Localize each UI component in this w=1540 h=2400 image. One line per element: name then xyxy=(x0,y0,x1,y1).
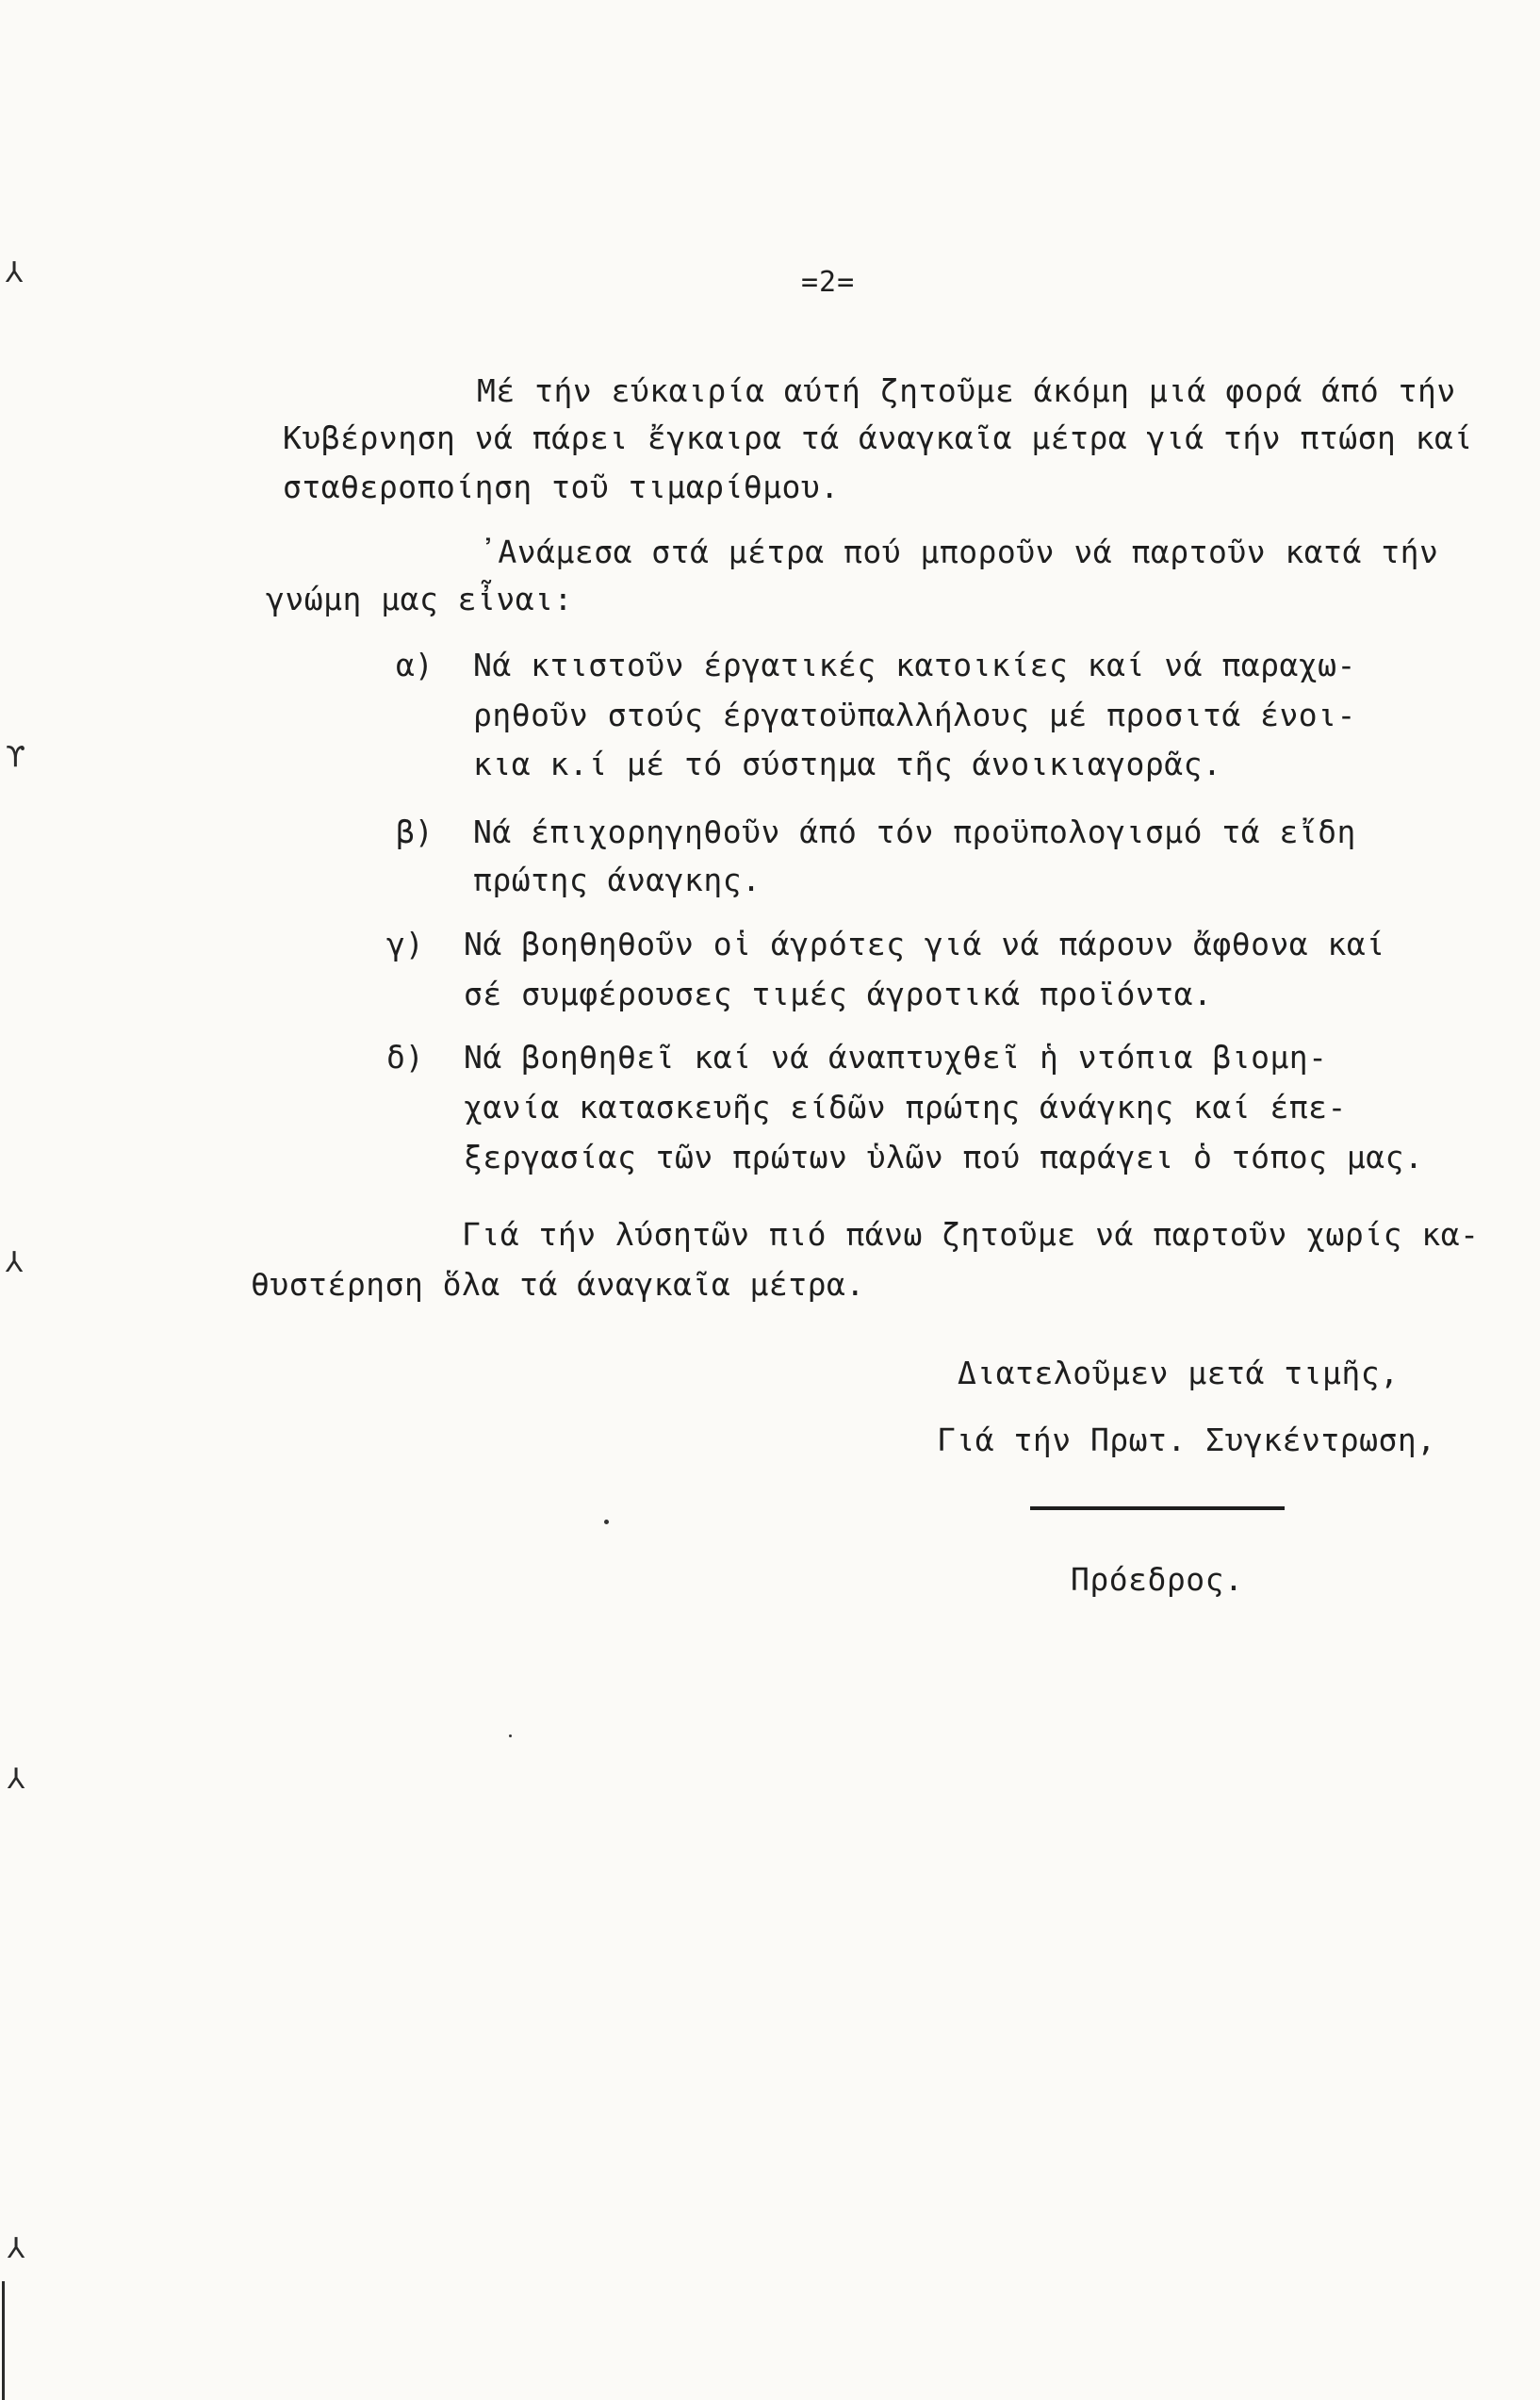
item-b-line-2: πρώτης άναγκης. xyxy=(473,862,762,898)
paragraph2-line-2: γνώμη μας εἶναι: xyxy=(266,581,573,617)
item-a-line-2: ρηθοῦν στούς έργατοϋπαλλήλους μέ προσιτά ένοι- xyxy=(473,697,1356,733)
item-d-label: δ) xyxy=(386,1039,424,1076)
closing-title: Πρόεδρος. xyxy=(1071,1561,1244,1598)
margin-mark: ⅄ xyxy=(6,1246,24,1279)
paragraph1-line-2: Κυβέρνηση νά πάρει ἔγκαιρα τά άναγκαῖα μέτρα γιά τήν πτώση καί xyxy=(283,419,1473,456)
page-number: =2= xyxy=(801,266,856,299)
margin-mark: ϒ xyxy=(6,741,25,774)
item-b-line-1: Νά έπιχορηγηθοῦν άπό τόν προϋπολογισμό τά εἴδη xyxy=(473,814,1356,850)
item-a-line-1: Νά κτιστοῦν έργατικές κατοικίες καί νά παραχω- xyxy=(473,647,1356,683)
left-edge-border xyxy=(2,2281,5,2400)
closing-on-behalf: Γιά τήν Πρωτ. Συγκέντρωση, xyxy=(937,1422,1436,1458)
scan-speck xyxy=(509,1734,512,1737)
margin-mark: ⅄ xyxy=(8,1763,25,1796)
item-d-line-1: Νά βοηθηθεῖ καί νά άναπτυχθεῖ ἡ ντόπια βιομη- xyxy=(464,1039,1328,1076)
item-d-line-2: χανία κατασκευῆς είδῶν πρώτης άνάγκης καί έπε- xyxy=(464,1089,1347,1126)
signature-line xyxy=(1030,1506,1285,1510)
margin-mark: ⅄ xyxy=(6,256,24,289)
paragraph3-line-1: Γιά τήν λύσητῶν πιό πάνω ζητοῦμε νά παρτοῦν χωρίς κα- xyxy=(462,1216,1480,1253)
item-c-line-1: Νά βοηθηθοῦν οἱ άγρότες γιά νά πάρουν ἄφθονα καί xyxy=(464,926,1385,962)
paragraph2-line-1: ᾿Ανάμεσα στά μέτρα πού μποροῦν νά παρτοῦν κατά τήν xyxy=(479,534,1439,570)
paragraph1-line-1: Μέ τήν εύκαιρία αύτή ζητοῦμε άκόμη μιά φορά άπό τήν xyxy=(477,372,1456,409)
item-c-line-2: σέ συμφέρουσες τιμές άγροτικά προϊόντα. xyxy=(464,976,1213,1012)
item-a-label: α) xyxy=(396,647,434,683)
item-c-label: γ) xyxy=(386,926,424,962)
paragraph3-line-2: θυστέρηση ὅλα τά άναγκαῖα μέτρα. xyxy=(251,1266,865,1303)
closing-salutation: Διατελοῦμεν μετά τιμῆς, xyxy=(958,1355,1400,1391)
item-d-line-3: ξεργασίας τῶν πρώτων ὑλῶν πού παράγει ὁ τόπος μας. xyxy=(464,1139,1424,1175)
margin-mark: ⅄ xyxy=(8,2232,25,2265)
scan-speck xyxy=(604,1520,609,1524)
paragraph1-line-3: σταθεροποίηση τοῦ τιμαρίθμου. xyxy=(283,468,840,505)
item-a-line-3: κια κ.ί μέ τό σύστημα τῆς άνοικιαγορᾶς. xyxy=(473,746,1222,782)
item-b-label: β) xyxy=(396,814,434,850)
